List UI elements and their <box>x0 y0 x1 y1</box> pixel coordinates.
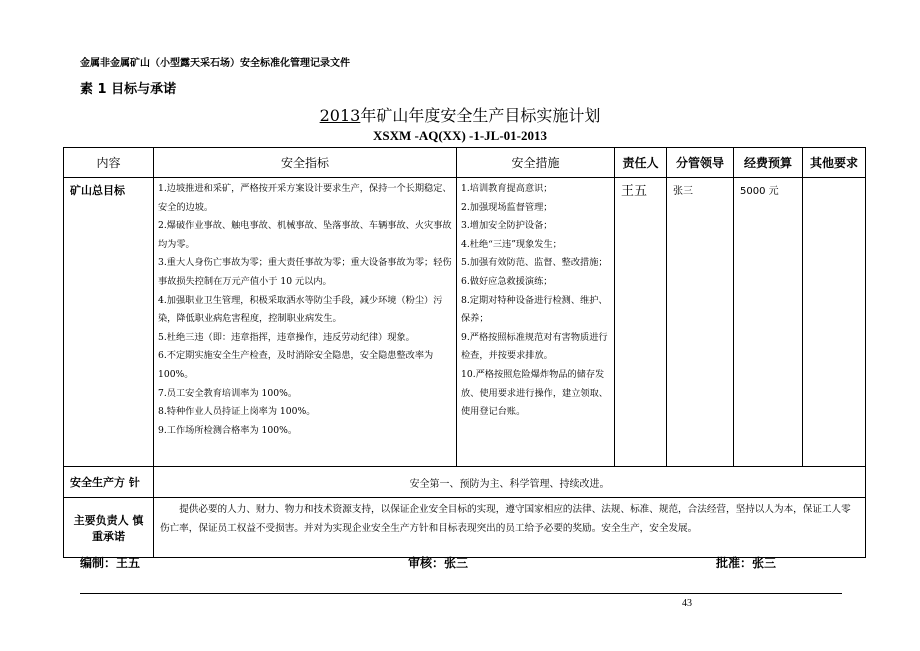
list-item: 10.严格按照危险爆炸物品的储存发放、使用要求进行操作，建立领取、使用登记台账。 <box>461 368 608 418</box>
list-item: 4.杜绝“三违”现象发生； <box>461 238 562 250</box>
list-item: 1.边坡推进和采矿，严格按开采方案设计要求生产，保持一个长期稳定、安全的边坡。 <box>158 183 452 213</box>
signature-reviewed: 审核：张三 <box>408 556 469 570</box>
title-text: 年矿山年度安全生产目标实施计划 <box>360 106 601 125</box>
document-title <box>0 103 920 126</box>
list-item: 8.特种作业人员持证上岗率为 100%。 <box>158 406 316 418</box>
list-item: 9.工作场所检测合格率为 100%。 <box>158 424 298 436</box>
table-row-goals <box>64 178 866 467</box>
document-header: 金属非金属矿山（小型露天采石场）安全标准化管理记录文件 <box>80 58 350 69</box>
list-item: 7.员工安全教育培训率为 100%。 <box>158 387 298 399</box>
header-other: 其他要求 <box>803 148 866 178</box>
list-item: 3.增加安全防护设备； <box>461 220 553 232</box>
other-requirements <box>803 178 866 467</box>
list-item: 5.加强有效防范、监督、整改措施； <box>461 257 608 269</box>
responsible-person: 王五 <box>615 178 667 467</box>
table-header-row <box>64 148 866 178</box>
indicators-list <box>154 178 457 467</box>
list-item: 8.定期对特种设备进行检测、维护、保养； <box>461 294 608 325</box>
table-row-policy <box>64 467 866 498</box>
header-responsible: 责任人 <box>615 148 667 178</box>
list-item: 2.加强现场监督管理； <box>461 201 553 213</box>
budget-value: 5000 元 <box>734 178 803 467</box>
header-measures: 安全措施 <box>457 148 615 178</box>
list-item: 6.做好应急救援演练； <box>461 275 553 287</box>
measures-list <box>457 178 615 467</box>
row-label-goals: 矿山总目标 <box>64 178 154 467</box>
list-item: 9.严格按照标准规范对有害物质进行检查，并按要求排放。 <box>461 331 608 362</box>
footer-divider <box>80 593 842 594</box>
list-item: 3.重大人身伤亡事故为零；重大责任事故为零；重大设备事故为零；轻伤事故损失控制在万元产值小于 10 元以内。 <box>158 257 452 287</box>
signature-approved: 批准：张三 <box>716 556 777 570</box>
page-number: 43 <box>682 598 692 609</box>
list-item: 4.加强职业卫生管理，积极采取洒水等防尘手段，减少环境（粉尘）污染，降低职业病危害程度，控制职业病发生。 <box>158 294 443 325</box>
row-label-policy: 安全生产方 针 <box>64 467 154 498</box>
row-label-commitment: 主要负责人 慎重承诺 <box>64 498 154 558</box>
header-budget: 经费预算 <box>734 148 803 178</box>
header-leader: 分管领导 <box>667 148 734 178</box>
document-code: XSXM -AQ(XX) -1-JL-01-2013 <box>372 128 548 143</box>
list-item: 2.爆破作业事故、触电事故、机械事故、坠落事故、车辆事故、火灾事故均为零。 <box>158 220 452 250</box>
supervising-leader: 张三 <box>667 178 734 467</box>
plan-table <box>63 147 866 558</box>
header-indicators: 安全指标 <box>154 148 457 178</box>
list-item: 1.培训教育提高意识； <box>461 183 553 194</box>
header-content: 内容 <box>64 148 154 178</box>
list-item: 6.不定期实施安全生产检查，及时消除安全隐患，安全隐患整改率为 100%。 <box>158 350 434 380</box>
commitment-text: 提供必要的人力、财力、物力和技术资源支持，以保证企业安全目标的实现，遵守国家相应的法律、法规、标准、规范，合法经营，坚持以人为本，保证工人零伤亡率，保证员工权益不受损害。并对为实现企业安全生产方针和目标表现突出的员工给予必要的奖励。安全生产，安全发展。 <box>154 498 866 558</box>
section-title: 素 1 目标与承诺 <box>80 82 177 97</box>
policy-text: 安全第一、预防为主、科学管理、持续改进。 <box>154 467 866 498</box>
title-year: 2013 <box>319 106 361 125</box>
table-row-commitment <box>64 498 866 558</box>
signature-compiled: 编制：王五 <box>80 556 141 570</box>
list-item: 5.杜绝三违（即：违章指挥，违章操作，违反劳动纪律）现象。 <box>158 331 415 343</box>
